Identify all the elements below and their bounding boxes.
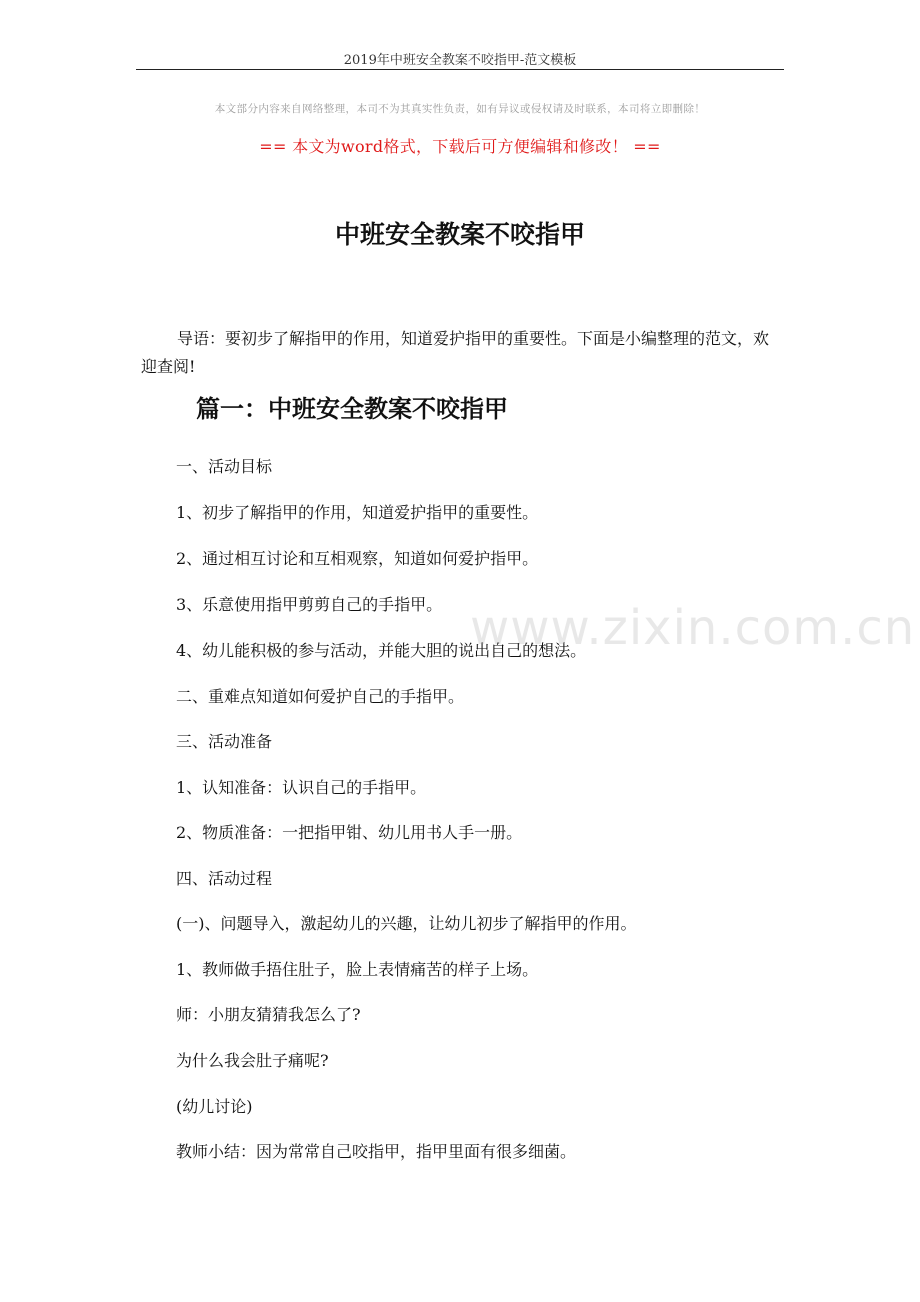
header-title: 2019年中班安全教案不咬指甲-范文模板 <box>343 53 577 68</box>
paragraph: 2、通过相互讨论和互相观察，知道如何爱护指甲。 <box>176 549 539 568</box>
paragraph: 3、乐意使用指甲剪剪自己的手指甲。 <box>176 595 443 614</box>
intro-paragraph: 导语：要初步了解指甲的作用，知道爱护指甲的重要性。下面是小编整理的范文，欢迎查阅! <box>141 329 770 376</box>
paragraph: 4、幼儿能积极的参与活动，并能大胆的说出自己的想法。 <box>176 641 587 660</box>
paragraph: 二、重难点知道如何爱护自己的手指甲。 <box>176 687 465 706</box>
paragraph: 教师小结：因为常常自己咬指甲，指甲里面有很多细菌。 <box>176 1142 577 1161</box>
paragraph: 2、物质准备：一把指甲钳、幼儿用书人手一册。 <box>176 823 523 842</box>
paragraph: 四、活动过程 <box>176 869 273 888</box>
watermark: www.zixin.com.cn <box>470 600 916 656</box>
paragraph: 三、活动准备 <box>176 732 273 751</box>
paragraph: 1、教师做手捂住肚子，脸上表情痛苦的样子上场。 <box>176 960 539 979</box>
disclaimer-text: 本文部分内容来自网络整理，本司不为其真实性负责，如有异议或侵权请及时联系，本司将立即删除！ <box>214 103 706 115</box>
paragraph: (一)、问题导入，激起幼儿的兴趣，让幼儿初步了解指甲的作用。 <box>176 914 637 933</box>
header-divider <box>136 69 784 70</box>
paragraph: (幼儿讨论) <box>176 1097 253 1116</box>
word-format-notice: == 本文为word格式，下载后可方便编辑和修改！ == <box>259 137 661 156</box>
paragraph: 1、初步了解指甲的作用，知道爱护指甲的重要性。 <box>176 503 539 522</box>
document-title: 中班安全教案不咬指甲 <box>334 220 585 249</box>
paragraph: 一、活动目标 <box>176 457 273 476</box>
section-title: 篇一：中班安全教案不咬指甲 <box>196 395 508 423</box>
paragraph: 为什么我会肚子痛呢? <box>176 1051 329 1070</box>
paragraph: 师：小朋友猜猜我怎么了? <box>176 1005 361 1024</box>
paragraph: 1、认知准备：认识自己的手指甲。 <box>176 778 427 797</box>
